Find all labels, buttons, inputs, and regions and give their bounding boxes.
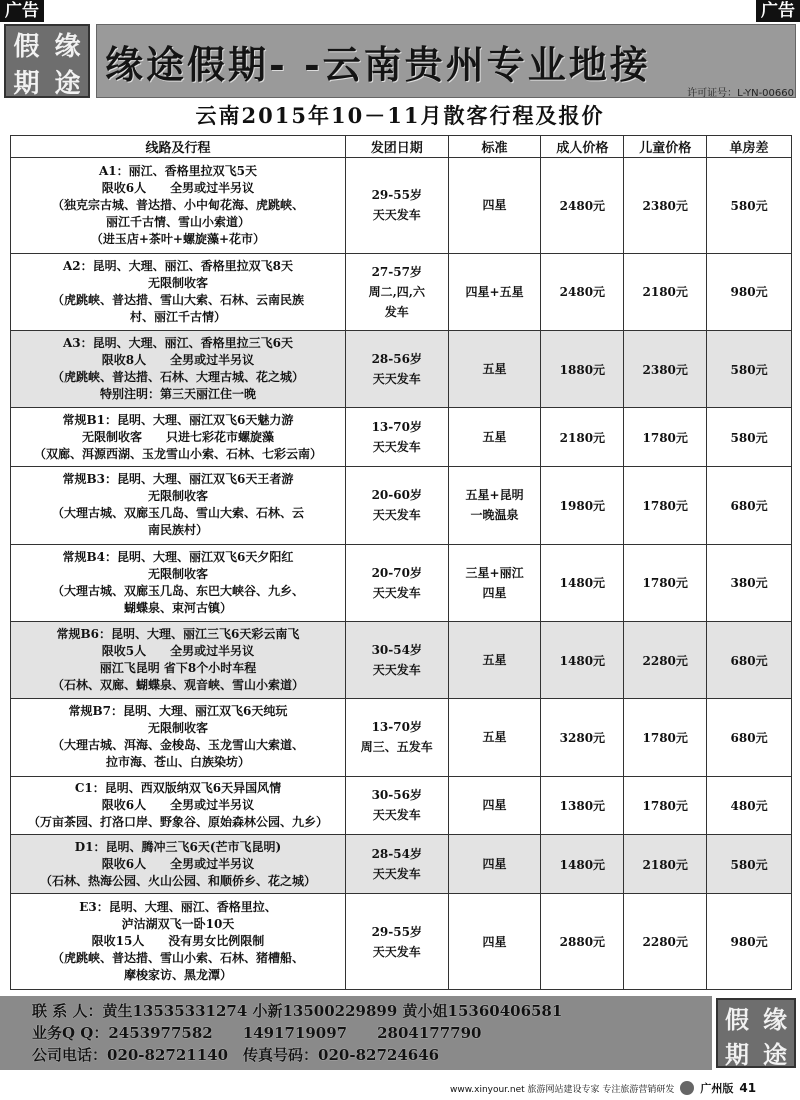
- departure-cell-line: 天天发车: [372, 867, 421, 882]
- contact-footer: [0, 996, 712, 1070]
- departure-cell-line: 28-54岁: [371, 847, 422, 862]
- company-logo-bottom: [716, 998, 796, 1068]
- table-row: [11, 776, 792, 835]
- route-cell-line: （大理古城、双廊玉几岛、东巴大峡谷、九乡、: [51, 583, 304, 598]
- adult-price-cell: 3280元: [541, 699, 624, 776]
- standard-cell: [448, 544, 541, 621]
- child-price-cell: 2180元: [624, 253, 707, 330]
- standard-cell-line: 三星+丽江: [465, 565, 524, 580]
- single-supplement-cell: 980元: [707, 253, 792, 330]
- table-row: [11, 544, 792, 621]
- logo-char: 缘: [763, 1005, 787, 1034]
- child-price-cell: 2380元: [624, 331, 707, 408]
- child-price-cell: 2280元: [624, 621, 707, 698]
- route-cell-line: 摩梭家访、黑龙潭）: [123, 968, 232, 983]
- child-price-cell: 2280元: [624, 894, 707, 990]
- departure-cell-line: 29-55岁: [371, 188, 422, 203]
- single-supplement-cell: 580元: [707, 408, 792, 467]
- single-supplement-cell: 580元: [707, 331, 792, 408]
- route-cell-line: 常规B4：昆明、大理、丽江双飞6天夕阳红: [62, 549, 294, 564]
- header-adult-price: 成人价格: [541, 136, 624, 158]
- header-single-supplement: 单房差: [707, 136, 792, 158]
- route-cell-line: 无限制收客 只进七彩花市螺旋藻: [81, 429, 274, 444]
- table-row: [11, 467, 792, 544]
- route-cell-line: 常规B7：昆明、大理、丽江双飞6天纯玩: [68, 704, 288, 719]
- departure-cell-line: 20-60岁: [371, 488, 422, 503]
- route-cell-line: 村、丽江千古情）: [129, 309, 226, 324]
- single-supplement-cell: 680元: [707, 467, 792, 544]
- adult-price-cell: 2480元: [541, 253, 624, 330]
- table-header-row: [11, 136, 792, 158]
- ad-label-left: 广告: [0, 0, 44, 22]
- company-logo: [4, 24, 90, 98]
- route-cell-line: （进玉店+茶叶+螺旋藻+花市）: [90, 231, 266, 246]
- route-cell-line: C1：昆明、西双版纳双飞6天异国风情: [74, 780, 282, 795]
- single-supplement-cell: 980元: [707, 894, 792, 990]
- standard-cell-line: 五星: [482, 430, 507, 445]
- route-cell-line: 限收6人 全男或过半另议: [101, 180, 255, 195]
- departure-cell-line: 天天发车: [372, 944, 421, 959]
- edition-label: 广州版: [700, 1082, 734, 1095]
- logo-char: 缘: [54, 32, 81, 62]
- route-cell: [11, 467, 346, 544]
- route-cell-line: （万亩茶园、打洛口岸、野象谷、原始森林公园、九乡）: [27, 814, 328, 829]
- departure-cell: [345, 331, 448, 408]
- route-cell-line: 常规B3：昆明、大理、丽江双飞6天王者游: [62, 472, 294, 487]
- child-price-cell: 2380元: [624, 158, 707, 254]
- departure-cell: [345, 544, 448, 621]
- route-cell-line: 丽江千古情、雪山小索道）: [105, 214, 250, 229]
- logo-char: 期: [13, 69, 40, 99]
- table-row: [11, 331, 792, 408]
- departure-cell-line: 29-55岁: [371, 924, 422, 939]
- departure-cell-line: 13-70岁: [371, 720, 422, 735]
- departure-cell-line: 27-57岁: [371, 264, 422, 279]
- route-cell-line: A2：昆明、大理、丽江、香格里拉双飞8天: [62, 258, 293, 273]
- standard-cell: [448, 894, 541, 990]
- route-cell-line: 限收6人 全男或过半另议: [101, 856, 255, 871]
- license-number: 许可证号：L-YN-00660: [687, 88, 794, 99]
- page-number: 41: [739, 1081, 757, 1095]
- magazine-badge-icon: [680, 1081, 694, 1095]
- standard-cell-line: 四星+五星: [465, 284, 524, 299]
- standard-cell: [448, 467, 541, 544]
- standard-cell-line: 五星: [482, 730, 507, 745]
- child-price-cell: 2180元: [624, 835, 707, 894]
- route-cell-line: 无限制收客: [147, 275, 208, 290]
- route-cell: [11, 158, 346, 254]
- adult-price-cell: 1480元: [541, 544, 624, 621]
- departure-cell-line: 周三、五发车: [360, 740, 433, 755]
- table-row: [11, 253, 792, 330]
- table-row: [11, 621, 792, 698]
- route-cell-line: 无限制收客: [147, 721, 208, 736]
- departure-cell: [345, 253, 448, 330]
- route-cell-line: 丽江飞昆明 省下8个小时车程: [99, 661, 257, 676]
- child-price-cell: 1780元: [624, 776, 707, 835]
- route-cell-line: 常规B6：昆明、大理、丽江三飞6天彩云南飞: [56, 627, 300, 642]
- standard-cell-line: 四星: [482, 857, 507, 872]
- departure-cell: [345, 467, 448, 544]
- standard-cell-line: 一晚温泉: [470, 508, 519, 523]
- standard-cell: [448, 158, 541, 254]
- departure-cell-line: 天天发车: [372, 808, 421, 823]
- child-price-cell: 1780元: [624, 408, 707, 467]
- single-supplement-cell: 580元: [707, 158, 792, 254]
- departure-cell-line: 天天发车: [372, 208, 421, 223]
- route-cell-line: （双廊、洱源西湖、玉龙雪山小索、石林、七彩云南）: [33, 446, 322, 461]
- logo-char: 期: [725, 1040, 749, 1069]
- standard-cell-line: 五星: [482, 362, 507, 377]
- departure-cell-line: 20-70岁: [371, 565, 422, 580]
- route-cell: [11, 699, 346, 776]
- route-cell-line: 常规B1：昆明、大理、丽江双飞6天魅力游: [62, 412, 294, 427]
- standard-cell: [448, 331, 541, 408]
- header-child-price: 儿童价格: [624, 136, 707, 158]
- route-cell-line: 无限制收客: [147, 489, 208, 504]
- route-cell-line: 蝴蝶泉、束河古镇）: [123, 600, 232, 615]
- child-price-cell: 1780元: [624, 544, 707, 621]
- single-supplement-cell: 680元: [707, 699, 792, 776]
- departure-cell: [345, 158, 448, 254]
- standard-cell-line: 四星: [482, 798, 507, 813]
- ad-label-right: 广告: [756, 0, 800, 22]
- departure-cell: [345, 835, 448, 894]
- standard-cell-line: 四星: [482, 934, 507, 949]
- company-phone: 公司电话：020-82721140 传真号码：020-82724646: [32, 1046, 440, 1064]
- departure-cell-line: 28-56岁: [371, 352, 422, 367]
- departure-cell-line: 发车: [384, 304, 409, 319]
- route-cell: [11, 253, 346, 330]
- single-supplement-cell: 480元: [707, 776, 792, 835]
- page-title: 云南2015年10－11月散客行程及报价: [195, 103, 605, 128]
- departure-cell-line: 30-56岁: [371, 788, 422, 803]
- route-cell: [11, 544, 346, 621]
- route-cell-line: 特别注明：第三天丽江住一晚: [99, 387, 256, 402]
- standard-cell-line: 四星: [482, 585, 507, 600]
- departure-cell: [345, 776, 448, 835]
- departure-cell: [345, 408, 448, 467]
- contact-persons: 联 系 人：黄生13535331274 小新13500229899 黄小姐15360406581: [32, 1002, 563, 1020]
- table-row: [11, 408, 792, 467]
- logo-char: 途: [763, 1040, 787, 1069]
- route-cell: [11, 894, 346, 990]
- standard-cell-line: 五星: [482, 653, 507, 668]
- business-qq: 业务Q Q：2453977582 1491719097 2804177790: [32, 1024, 482, 1042]
- standard-cell: [448, 253, 541, 330]
- website-slogan: www.xinyour.net 旅游网站建设专家 专注旅游营销研发: [450, 1084, 675, 1095]
- logo-char: 假: [725, 1005, 749, 1034]
- standard-cell: [448, 835, 541, 894]
- header-date: 发团日期: [345, 136, 448, 158]
- adult-price-cell: 1880元: [541, 331, 624, 408]
- route-cell-line: 无限制收客: [147, 566, 208, 581]
- tour-price-table: [10, 135, 792, 990]
- route-cell: [11, 835, 346, 894]
- adult-price-cell: 1480元: [541, 835, 624, 894]
- route-cell-line: 限收5人 全男或过半另议: [101, 644, 255, 659]
- route-cell-line: E3：昆明、大理、丽江、香格里拉、: [79, 900, 277, 915]
- route-cell: [11, 331, 346, 408]
- route-cell-line: （虎跳峡、普达措、雪山大索、石林、云南民族: [51, 292, 304, 307]
- route-cell-line: （独克宗古城、普达措、小中甸花海、虎跳峡、: [51, 197, 304, 212]
- route-cell-line: D1：昆明、腾冲三飞6天(芒市飞昆明): [74, 839, 282, 854]
- route-cell: [11, 776, 346, 835]
- route-cell-line: （石林、热海公园、火山公园、和顺侨乡、花之城）: [39, 873, 316, 888]
- route-cell-line: （大理古城、双廊玉几岛、雪山大索、石林、云: [51, 506, 304, 521]
- route-cell-line: A3：昆明、大理、丽江、香格里拉三飞6天: [62, 336, 293, 351]
- table-row: [11, 835, 792, 894]
- table-row: [11, 699, 792, 776]
- single-supplement-cell: 580元: [707, 835, 792, 894]
- adult-price-cell: 2480元: [541, 158, 624, 254]
- adult-price-cell: 1480元: [541, 621, 624, 698]
- route-cell-line: （石林、双廊、蝴蝶泉、观音峡、雪山小索道）: [51, 678, 304, 693]
- header-standard: 标准: [448, 136, 541, 158]
- route-cell: [11, 621, 346, 698]
- route-cell-line: 限收15人 没有男女比例限制: [91, 934, 265, 949]
- standard-cell: [448, 408, 541, 467]
- departure-cell-line: 周二,四,六: [368, 284, 425, 299]
- child-price-cell: 1780元: [624, 699, 707, 776]
- adult-price-cell: 1380元: [541, 776, 624, 835]
- standard-cell-line: 四星: [482, 198, 507, 213]
- route-cell-line: 限收6人 全男或过半另议: [101, 797, 255, 812]
- route-cell-line: （虎跳峡、普达措、雪山小索、石林、猪槽船、: [51, 951, 304, 966]
- adult-price-cell: 2880元: [541, 894, 624, 990]
- standard-cell: [448, 776, 541, 835]
- standard-cell-line: 五星+昆明: [465, 488, 524, 503]
- departure-cell-line: 30-54岁: [371, 643, 422, 658]
- child-price-cell: 1780元: [624, 467, 707, 544]
- departure-cell-line: 天天发车: [372, 663, 421, 678]
- adult-price-cell: 2180元: [541, 408, 624, 467]
- standard-cell: [448, 621, 541, 698]
- departure-cell: [345, 621, 448, 698]
- route-cell-line: 泸沽湖双飞一卧10天: [121, 917, 235, 932]
- route-cell: [11, 408, 346, 467]
- route-cell-line: 限收8人 全男或过半另议: [101, 353, 255, 368]
- departure-cell: [345, 894, 448, 990]
- table-row: [11, 894, 792, 990]
- logo-char: 假: [13, 32, 40, 62]
- banner-title: 缘途假期- -云南贵州专业地接: [105, 41, 651, 87]
- departure-cell-line: 天天发车: [372, 372, 421, 387]
- departure-cell-line: 天天发车: [372, 508, 421, 523]
- departure-cell-line: 13-70岁: [371, 420, 422, 435]
- bottom-info: [450, 1080, 794, 1096]
- single-supplement-cell: 380元: [707, 544, 792, 621]
- route-cell-line: A1：丽江、香格里拉双飞5天: [98, 163, 257, 178]
- route-cell-line: 拉市海、苍山、白族染坊）: [105, 755, 250, 770]
- standard-cell: [448, 699, 541, 776]
- departure-cell-line: 天天发车: [372, 585, 421, 600]
- single-supplement-cell: 680元: [707, 621, 792, 698]
- route-cell-line: （大理古城、洱海、金梭岛、玉龙雪山大索道、: [51, 738, 304, 753]
- adult-price-cell: 1980元: [541, 467, 624, 544]
- route-cell-line: 南民族村）: [147, 523, 208, 538]
- header-route: 线路及行程: [11, 136, 346, 158]
- route-cell-line: （虎跳峡、普达措、石林、大理古城、花之城）: [51, 370, 304, 385]
- logo-char: 途: [54, 69, 81, 99]
- departure-cell: [345, 699, 448, 776]
- table-row: [11, 158, 792, 254]
- departure-cell-line: 天天发车: [372, 440, 421, 455]
